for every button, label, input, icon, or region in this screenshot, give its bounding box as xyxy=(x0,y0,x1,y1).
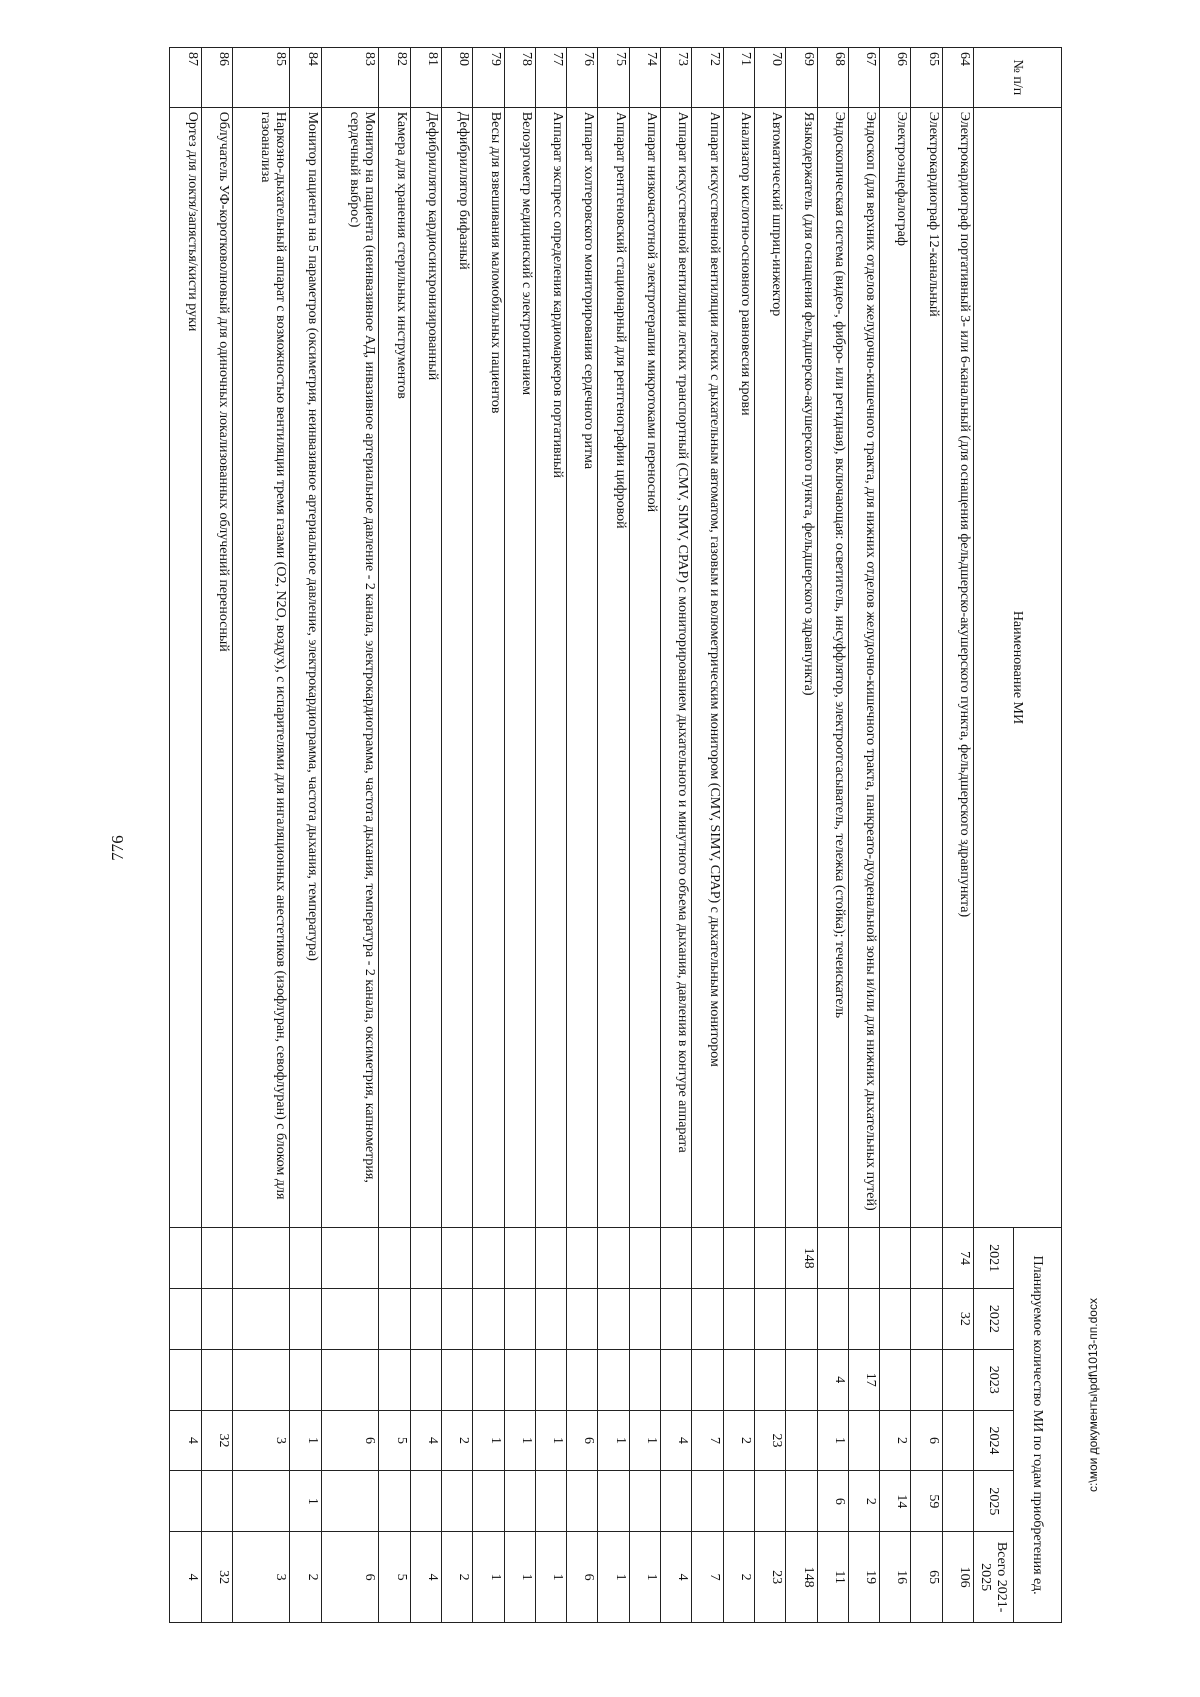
item-name: Камера для хранения стерильных инструментов xyxy=(379,107,410,1227)
qty-2022 xyxy=(441,1288,472,1349)
qty-2025 xyxy=(598,1471,629,1532)
row-number: 70 xyxy=(754,48,785,108)
qty-2023 xyxy=(504,1349,535,1410)
qty-2024: 1 xyxy=(598,1410,629,1471)
table-row xyxy=(598,48,629,1623)
qty-2025 xyxy=(201,1471,232,1532)
qty-2025 xyxy=(170,1471,202,1532)
qty-2022 xyxy=(379,1288,410,1349)
header-num: № п/п xyxy=(974,48,1062,108)
qty-2025: 2 xyxy=(848,1471,879,1532)
qty-2025 xyxy=(754,1471,785,1532)
item-name: Облучатель УФ-коротковолновый для одиночных локализованных облучений переносный xyxy=(201,107,232,1227)
qty-2021: 148 xyxy=(786,1228,817,1289)
header-planned: Планируемое количество МИ по годам приобретения ед. xyxy=(1014,1228,1062,1623)
page-number: 776 xyxy=(108,835,127,861)
qty-2021 xyxy=(817,1228,848,1289)
row-number: 79 xyxy=(473,48,504,108)
qty-total: 2 xyxy=(290,1532,321,1623)
qty-2021 xyxy=(723,1228,754,1289)
item-name: Анализатор кислотно-основного равновесия крови xyxy=(723,107,754,1227)
qty-total: 1 xyxy=(504,1532,535,1623)
qty-2022 xyxy=(410,1288,441,1349)
qty-2023: 4 xyxy=(817,1349,848,1410)
qty-2023 xyxy=(880,1349,911,1410)
qty-2022 xyxy=(911,1288,942,1349)
qty-2024 xyxy=(786,1410,817,1471)
qty-2023 xyxy=(911,1349,942,1410)
qty-2022 xyxy=(504,1288,535,1349)
item-name: Электрокардиограф портативный 3- или 6-канальный (для оснащения фельдшерско-акушерского пункта, фельдшерского здравпункта) xyxy=(942,107,973,1227)
qty-2023 xyxy=(232,1349,290,1410)
item-name: Языкодержатель (для оснащения фельдшерско-акушерского пункта, фельдшерского здравпункта) xyxy=(786,107,817,1227)
row-number: 80 xyxy=(441,48,472,108)
qty-2021 xyxy=(170,1228,202,1289)
qty-total: 4 xyxy=(410,1532,441,1623)
qty-2024: 6 xyxy=(567,1410,598,1471)
row-number: 84 xyxy=(290,48,321,108)
qty-2021 xyxy=(848,1228,879,1289)
qty-2022 xyxy=(567,1288,598,1349)
qty-2022 xyxy=(848,1288,879,1349)
qty-2022 xyxy=(232,1288,290,1349)
qty-2024: 1 xyxy=(535,1410,566,1471)
item-name: Аппарат низкочастотной электротерапии микротоками переносной xyxy=(629,107,660,1227)
qty-2021 xyxy=(410,1228,441,1289)
qty-2025 xyxy=(379,1471,410,1532)
row-number: 75 xyxy=(598,48,629,108)
row-number: 73 xyxy=(661,48,692,108)
qty-2021: 74 xyxy=(942,1228,973,1289)
qty-2025 xyxy=(942,1471,973,1532)
row-number: 66 xyxy=(880,48,911,108)
qty-2021 xyxy=(535,1228,566,1289)
qty-2022 xyxy=(170,1288,202,1349)
header-year-2022: 2022 xyxy=(974,1288,1014,1349)
qty-2024: 23 xyxy=(754,1410,785,1471)
row-number: 72 xyxy=(692,48,723,108)
table-row xyxy=(410,48,441,1623)
item-name: Аппарат рентгеновский стационарный для рентгенографии цифровой xyxy=(598,107,629,1227)
table-body xyxy=(170,48,974,1623)
footer-file-path: c:\мои документы\pdf\1013-пп.docx xyxy=(1086,1298,1100,1492)
header-year-2021: 2021 xyxy=(974,1228,1014,1289)
row-number: 65 xyxy=(911,48,942,108)
qty-2024: 6 xyxy=(911,1410,942,1471)
qty-2022 xyxy=(290,1288,321,1349)
qty-2023 xyxy=(629,1349,660,1410)
qty-total: 19 xyxy=(848,1532,879,1623)
qty-2024: 7 xyxy=(692,1410,723,1471)
table-row xyxy=(942,48,973,1623)
qty-2024: 2 xyxy=(723,1410,754,1471)
qty-total: 148 xyxy=(786,1532,817,1623)
qty-total: 16 xyxy=(880,1532,911,1623)
qty-2023 xyxy=(379,1349,410,1410)
qty-2023 xyxy=(692,1349,723,1410)
qty-2025 xyxy=(567,1471,598,1532)
table-row xyxy=(504,48,535,1623)
qty-total: 1 xyxy=(629,1532,660,1623)
qty-2022 xyxy=(598,1288,629,1349)
qty-2023 xyxy=(290,1349,321,1410)
table-row xyxy=(629,48,660,1623)
item-name: Дефибриллятор кардиосинхронизированный xyxy=(410,107,441,1227)
table-row xyxy=(880,48,911,1623)
qty-2023 xyxy=(567,1349,598,1410)
item-name: Электрокардиограф 12-канальный xyxy=(911,107,942,1227)
qty-2022 xyxy=(661,1288,692,1349)
qty-2023 xyxy=(170,1349,202,1410)
qty-2023 xyxy=(754,1349,785,1410)
header-year-2023: 2023 xyxy=(974,1349,1014,1410)
qty-total: 2 xyxy=(723,1532,754,1623)
qty-2021 xyxy=(473,1228,504,1289)
row-number: 68 xyxy=(817,48,848,108)
table-row xyxy=(170,48,202,1623)
qty-2023 xyxy=(201,1349,232,1410)
qty-2023 xyxy=(723,1349,754,1410)
qty-total: 6 xyxy=(567,1532,598,1623)
item-name: Велоэргометр медицинский с электропитанием xyxy=(504,107,535,1227)
item-name: Эндоскопическая система (видео-, фибро- или регидная), включающая: осветитель, инсуффлятор, электроотсасыватель, тележка (стойка); течеискатель xyxy=(817,107,848,1227)
row-number: 74 xyxy=(629,48,660,108)
row-number: 78 xyxy=(504,48,535,108)
qty-2023 xyxy=(661,1349,692,1410)
table-row xyxy=(661,48,692,1623)
row-number: 81 xyxy=(410,48,441,108)
qty-2022 xyxy=(473,1288,504,1349)
qty-2025: 6 xyxy=(817,1471,848,1532)
qty-2024: 1 xyxy=(504,1410,535,1471)
qty-2025 xyxy=(692,1471,723,1532)
qty-2024: 4 xyxy=(410,1410,441,1471)
header-year-2024: 2024 xyxy=(974,1410,1014,1471)
qty-total: 106 xyxy=(942,1532,973,1623)
table-row xyxy=(201,48,232,1623)
item-name: Ортез для локтя/запястья/кисти руки xyxy=(170,107,202,1227)
table-row xyxy=(379,48,410,1623)
qty-2021 xyxy=(629,1228,660,1289)
item-name: Аппарат экспресс определения кардиомаркеров портативный xyxy=(535,107,566,1227)
qty-2022: 32 xyxy=(942,1288,973,1349)
qty-2024: 6 xyxy=(321,1410,379,1471)
qty-2024: 1 xyxy=(817,1410,848,1471)
qty-2023 xyxy=(535,1349,566,1410)
qty-total: 1 xyxy=(473,1532,504,1623)
row-number: 64 xyxy=(942,48,973,108)
qty-2025 xyxy=(504,1471,535,1532)
item-name: Монитор на пациента (неинвазивное АД, инвазивное артериальное давление - 2 канала, электрокардиограмма, частота дыхания, температура - 2 канала, оксиметрия, капнометрия, сердечный выброс) xyxy=(321,107,379,1227)
item-name: Весы для взвешивания маломобильных пациентов xyxy=(473,107,504,1227)
qty-2021 xyxy=(290,1228,321,1289)
header-name: Наименование МИ xyxy=(974,107,1062,1227)
qty-2021 xyxy=(504,1228,535,1289)
item-name: Монитор пациента на 5 параметров (оксиметрия, неинвазивное артериальное давление, электрокардиограмма, частота дыхания, температура) xyxy=(290,107,321,1227)
table-row xyxy=(848,48,879,1623)
qty-2023 xyxy=(786,1349,817,1410)
qty-2022 xyxy=(817,1288,848,1349)
row-number: 87 xyxy=(170,48,202,108)
equipment-table xyxy=(169,47,1062,1623)
qty-2022 xyxy=(535,1288,566,1349)
qty-2021 xyxy=(661,1228,692,1289)
qty-2025 xyxy=(723,1471,754,1532)
qty-total: 6 xyxy=(321,1532,379,1623)
qty-2021 xyxy=(321,1228,379,1289)
header-total: Всего 2021-2025 xyxy=(974,1532,1014,1623)
qty-2021 xyxy=(379,1228,410,1289)
table-row xyxy=(692,48,723,1623)
item-name: Аппарат холтеровского мониторирования сердечного ритма xyxy=(567,107,598,1227)
qty-2025 xyxy=(473,1471,504,1532)
table-row xyxy=(321,48,379,1623)
qty-2024: 2 xyxy=(880,1410,911,1471)
qty-2022 xyxy=(321,1288,379,1349)
item-name: Эндоскоп (для верхних отделов желудочно-кишечного тракта, для нижних отделов желудочно-кишечного тракта, панкреато-дуоденальной зоны и/или для нижних дыхательных путей) xyxy=(848,107,879,1227)
table-container xyxy=(169,47,1062,1623)
qty-total: 11 xyxy=(817,1532,848,1623)
qty-2022 xyxy=(754,1288,785,1349)
qty-total: 4 xyxy=(661,1532,692,1623)
table-row xyxy=(535,48,566,1623)
qty-2025 xyxy=(661,1471,692,1532)
row-number: 67 xyxy=(848,48,879,108)
qty-2024: 3 xyxy=(232,1410,290,1471)
table-row xyxy=(723,48,754,1623)
item-name: Дефибриллятор бифазный xyxy=(441,107,472,1227)
qty-2023: 17 xyxy=(848,1349,879,1410)
qty-2025 xyxy=(441,1471,472,1532)
qty-2025 xyxy=(535,1471,566,1532)
table-row xyxy=(290,48,321,1623)
qty-2021 xyxy=(911,1228,942,1289)
qty-total: 1 xyxy=(598,1532,629,1623)
qty-2024: 1 xyxy=(473,1410,504,1471)
qty-2021 xyxy=(201,1228,232,1289)
qty-total: 32 xyxy=(201,1532,232,1623)
qty-total: 5 xyxy=(379,1532,410,1623)
qty-2021 xyxy=(232,1228,290,1289)
table-row xyxy=(567,48,598,1623)
qty-2023 xyxy=(410,1349,441,1410)
qty-2022 xyxy=(786,1288,817,1349)
qty-total: 1 xyxy=(535,1532,566,1623)
qty-2024 xyxy=(848,1410,879,1471)
qty-2025 xyxy=(410,1471,441,1532)
qty-2023 xyxy=(598,1349,629,1410)
qty-2025: 59 xyxy=(911,1471,942,1532)
header-year-2025: 2025 xyxy=(974,1471,1014,1532)
qty-2022 xyxy=(629,1288,660,1349)
qty-2023 xyxy=(441,1349,472,1410)
qty-2023 xyxy=(321,1349,379,1410)
qty-total: 65 xyxy=(911,1532,942,1623)
qty-2023 xyxy=(473,1349,504,1410)
qty-2023 xyxy=(942,1349,973,1410)
qty-2021 xyxy=(692,1228,723,1289)
qty-2024: 5 xyxy=(379,1410,410,1471)
table-row xyxy=(232,48,290,1623)
row-number: 85 xyxy=(232,48,290,108)
qty-2025 xyxy=(321,1471,379,1532)
qty-2025 xyxy=(786,1471,817,1532)
qty-total: 3 xyxy=(232,1532,290,1623)
row-number: 76 xyxy=(567,48,598,108)
qty-2022 xyxy=(880,1288,911,1349)
qty-total: 2 xyxy=(441,1532,472,1623)
qty-2025: 1 xyxy=(290,1471,321,1532)
qty-2024: 4 xyxy=(661,1410,692,1471)
qty-2025: 14 xyxy=(880,1471,911,1532)
table-row xyxy=(754,48,785,1623)
qty-2024: 2 xyxy=(441,1410,472,1471)
qty-2021 xyxy=(441,1228,472,1289)
qty-2021 xyxy=(598,1228,629,1289)
table-row xyxy=(786,48,817,1623)
qty-2022 xyxy=(201,1288,232,1349)
qty-2021 xyxy=(754,1228,785,1289)
qty-total: 7 xyxy=(692,1532,723,1623)
item-name: Наркозно-дыхательный аппарат с возможностью вентиляции тремя газами (O2, N2O, воздух), с испарителями для ингаляционных анестетиков (изофлуран, севофлуран) с блоком для газоанализа xyxy=(232,107,290,1227)
row-number: 83 xyxy=(321,48,379,108)
qty-2025 xyxy=(232,1471,290,1532)
qty-2024: 4 xyxy=(170,1410,202,1471)
item-name: Автоматический шприц-инжектор xyxy=(754,107,785,1227)
row-number: 77 xyxy=(535,48,566,108)
item-name: Электроэнцефалограф xyxy=(880,107,911,1227)
qty-2024: 1 xyxy=(629,1410,660,1471)
row-number: 86 xyxy=(201,48,232,108)
qty-2021 xyxy=(880,1228,911,1289)
qty-2024 xyxy=(942,1410,973,1471)
table-row xyxy=(817,48,848,1623)
qty-total: 4 xyxy=(170,1532,202,1623)
row-number: 69 xyxy=(786,48,817,108)
qty-2022 xyxy=(692,1288,723,1349)
qty-total: 23 xyxy=(754,1532,785,1623)
table-row xyxy=(441,48,472,1623)
table-row xyxy=(911,48,942,1623)
row-number: 82 xyxy=(379,48,410,108)
qty-2024: 32 xyxy=(201,1410,232,1471)
qty-2021 xyxy=(567,1228,598,1289)
qty-2024: 1 xyxy=(290,1410,321,1471)
qty-2025 xyxy=(629,1471,660,1532)
table-row xyxy=(473,48,504,1623)
row-number: 71 xyxy=(723,48,754,108)
item-name: Аппарат искусственной вентиляции легких с дыхательным автоматом, газовым и волюметрическим монитором (CMV, SIMV, CPAP) с дыхательным монитором xyxy=(692,107,723,1227)
item-name: Аппарат искусственной вентиляции легких транспортный (CMV, SIMV, CPAP) с мониторированием дыхательного и минутного объема дыхания, давления в контуре аппарата xyxy=(661,107,692,1227)
qty-2022 xyxy=(723,1288,754,1349)
